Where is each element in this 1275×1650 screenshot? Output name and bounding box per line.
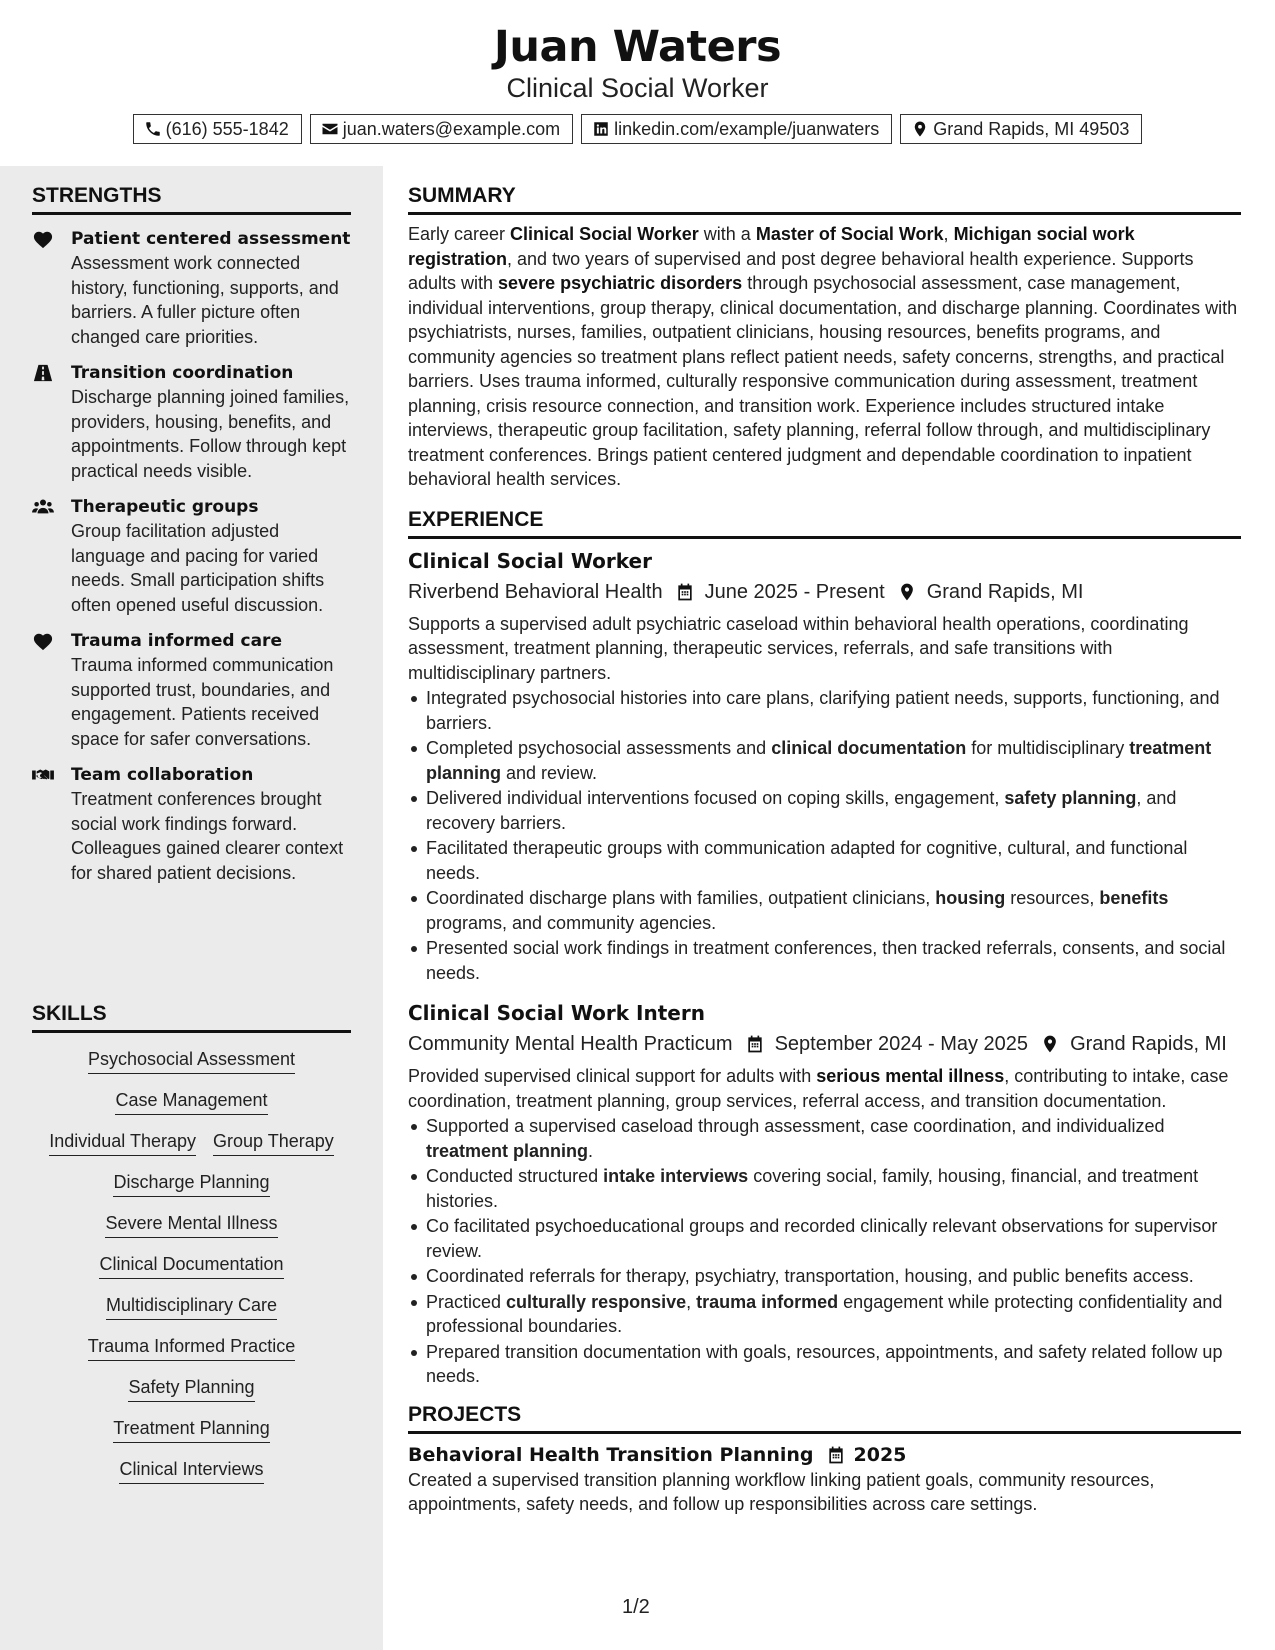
skill-tag: Clinical Interviews — [119, 1458, 263, 1484]
skill-tag: Clinical Documentation — [99, 1253, 283, 1279]
project-year: 2025 — [853, 1443, 907, 1466]
skill-tag: Severe Mental Illness — [105, 1212, 277, 1238]
skill-row — [32, 1171, 351, 1197]
skill-row — [32, 1212, 351, 1238]
main-content — [408, 166, 1241, 1517]
job-bullet: Co facilitated psychoeducational groups and recorded clinically relevant observations for supervisor review. — [408, 1214, 1241, 1263]
skill-row — [32, 1048, 351, 1074]
skill-tag: Treatment Planning — [113, 1417, 269, 1443]
users-icon — [32, 497, 54, 517]
job-bullet: Coordinated referrals for therapy, psychiatry, transportation, housing, and public benefits access. — [408, 1264, 1241, 1289]
strength-item — [32, 495, 351, 617]
strength-desc: Trauma informed communication supported trust, boundaries, and engagement. Patients received space for safer conversations. — [71, 655, 334, 749]
location-pin-icon — [1040, 1034, 1060, 1054]
skill-tag: Individual Therapy — [49, 1130, 196, 1156]
summary-heading: SUMMARY — [408, 184, 1241, 215]
skill-tag: Multidisciplinary Care — [106, 1294, 277, 1320]
job-bullet: Conducted structured intake interviews covering social, family, housing, financial, and treatment histories. — [408, 1164, 1241, 1213]
job-bullet: Coordinated discharge plans with families, outpatient clinicians, housing resources, benefits programs, and community agencies. — [408, 886, 1241, 935]
strengths-section — [32, 184, 351, 885]
strength-title: Transition coordination — [71, 363, 294, 383]
calendar-icon — [675, 582, 695, 602]
projects-heading: PROJECTS — [408, 1403, 1241, 1434]
job-title: Clinical Social Work Intern — [408, 1001, 705, 1025]
experience-section — [408, 508, 1241, 1389]
job-bullet: Practiced culturally responsive, trauma informed engagement while protecting confidentiality and professional boundaries. — [408, 1290, 1241, 1339]
job-bullet: Supported a supervised caseload through assessment, case coordination, and individualized treatment planning. — [408, 1114, 1241, 1163]
strength-title: Trauma informed care — [71, 631, 282, 651]
skill-tag: Discharge Planning — [113, 1171, 269, 1197]
strength-item — [32, 361, 351, 483]
skill-row — [32, 1089, 351, 1115]
strength-desc: Assessment work connected history, functioning, supports, and barriers. A fuller picture often changed care priorities. — [71, 253, 339, 347]
strength-desc: Treatment conferences brought social work findings forward. Colleagues gained clearer context for shared patient decisions. — [71, 789, 344, 883]
location-pin-icon — [897, 582, 917, 602]
skill-tag: Case Management — [115, 1089, 267, 1115]
job-bullet: Completed psychosocial assessments and clinical documentation for multidisciplinary treatment planning and review. — [408, 736, 1241, 785]
job-entry — [408, 547, 1241, 986]
project-title: Behavioral Health Transition Planning — [408, 1443, 814, 1466]
skill-row — [32, 1294, 351, 1320]
skill-row — [32, 1253, 351, 1279]
skill-row — [32, 1417, 351, 1443]
job-dates: September 2024 - May 2025 — [774, 1033, 1029, 1055]
projects-section — [408, 1403, 1241, 1517]
skill-tag: Group Therapy — [213, 1130, 334, 1156]
contact-email-text: juan.waters@example.com — [342, 118, 561, 139]
summary-section — [408, 184, 1241, 492]
job-dates: June 2025 - Present — [704, 580, 885, 603]
project-header — [408, 1442, 1241, 1468]
job-bullet: Facilitated therapeutic groups with communication adapted for cognitive, cultural, and functional needs. — [408, 836, 1241, 885]
project-description: Created a supervised transition planning workflow linking patient goals, community resources, appointments, safety needs, and follow up responsibilities across care settings. — [408, 1469, 1155, 1514]
heart-icon — [32, 229, 54, 249]
strength-title: Team collaboration — [71, 765, 254, 785]
job-description: Supports a supervised adult psychiatric caseload within behavioral health operations, coordinating assessment, treatment planning, therapeutic services, referrals, and safe transitions with multidisciplinary partners. — [408, 613, 1189, 683]
skill-tag: Safety Planning — [128, 1376, 254, 1402]
summary-text: Early career Clinical Social Worker with a Master of Social Work, Michigan social work registration, and two years of supervised and post degree behavioral health experience. Supports adults with severe psychiatric disorders through psychosocial assessment, case management, individual interventions, group therapy, clinical documentation, and discharge planning. Coordinates with psychiatrists, nurses, families, outpatient clinicians, housing resources, benefits programs, and community agencies so treatment plans reflect patient needs, safety concerns, strengths, and practical barriers. Uses trauma informed, culturally responsive communication during assessment, treatment planning, crisis resource connection, and transition work. Experience includes structured intake interviews, therapeutic group facilitation, safety planning, referral follow through, and multidisciplinary treatment conferences. Brings patient centered judgment and dependable coordination to inpatient behavioral health services. — [408, 224, 1238, 489]
job-location: Grand Rapids, MI — [1070, 1033, 1227, 1055]
calendar-icon — [826, 1445, 846, 1465]
linkedin-icon — [592, 120, 610, 138]
candidate-name: Juan Waters — [493, 22, 782, 72]
candidate-title: Clinical Social Worker — [506, 73, 769, 103]
job-bullet: Delivered individual interventions focused on coping skills, engagement, safety planning, and recovery barriers. — [408, 786, 1241, 835]
job-organization: Riverbend Behavioral Health — [408, 580, 663, 603]
job-description: Provided supervised clinical support for adults with serious mental illness, contributing to intake, case coordination, treatment planning, group services, referral access, and transition documentation. — [408, 1066, 1229, 1111]
skill-tag: Psychosocial Assessment — [88, 1048, 295, 1074]
job-location: Grand Rapids, MI — [926, 580, 1084, 603]
job-bullets — [408, 686, 1241, 985]
job-bullet: Integrated psychosocial histories into care plans, clarifying patient needs, supports, functioning, and barriers. — [408, 686, 1241, 735]
envelope-icon — [321, 120, 339, 138]
job-bullets — [408, 1114, 1241, 1389]
skill-tag: Trauma Informed Practice — [88, 1335, 295, 1361]
page-number: 1/2 — [622, 1596, 650, 1618]
sidebar — [0, 166, 383, 1650]
strengths-heading: STRENGTHS — [32, 184, 351, 215]
skill-row — [32, 1458, 351, 1484]
contact-linkedin[interactable] — [581, 114, 892, 144]
strength-title: Therapeutic groups — [71, 497, 259, 517]
skill-row — [32, 1335, 351, 1361]
heart-icon — [32, 631, 54, 651]
contact-phone-text: (616) 555-1842 — [165, 118, 289, 139]
skill-row — [32, 1130, 351, 1156]
road-icon — [32, 363, 54, 383]
job-title: Clinical Social Worker — [408, 548, 652, 573]
contact-phone[interactable] — [133, 114, 302, 144]
handshake-icon — [32, 765, 54, 785]
strength-desc: Discharge planning joined families, providers, housing, benefits, and appointments. Follow through kept practical needs visible. — [71, 387, 350, 481]
strength-title: Patient centered assessment — [71, 229, 351, 249]
contact-email[interactable] — [310, 114, 573, 144]
skills-heading: SKILLS — [32, 1002, 351, 1033]
strength-desc: Group facilitation adjusted language and pacing for varied needs. Small participation shifts often opened useful discussion. — [71, 521, 325, 615]
experience-heading: EXPERIENCE — [408, 508, 1241, 539]
job-meta — [408, 578, 1241, 606]
calendar-icon — [745, 1034, 765, 1054]
skills-section — [32, 1002, 351, 1484]
job-entry — [408, 999, 1241, 1389]
strength-item — [32, 763, 351, 885]
contact-location — [900, 114, 1142, 144]
contact-bar — [0, 114, 1275, 144]
strength-item — [32, 227, 351, 349]
job-organization: Community Mental Health Practicum — [408, 1033, 733, 1055]
job-bullet: Presented social work findings in treatment conferences, then tracked referrals, consents, and social needs. — [408, 936, 1241, 985]
contact-location-text: Grand Rapids, MI 49503 — [933, 118, 1130, 139]
location-pin-icon — [911, 120, 929, 138]
contact-linkedin-text: linkedin.com/example/juanwaters — [614, 118, 880, 139]
resume-header — [0, 0, 1275, 166]
skill-row — [32, 1376, 351, 1402]
job-meta — [408, 1030, 1241, 1058]
strength-item — [32, 629, 351, 751]
job-bullet: Prepared transition documentation with goals, resources, appointments, and safety related follow up needs. — [408, 1340, 1241, 1389]
phone-icon — [144, 120, 162, 138]
